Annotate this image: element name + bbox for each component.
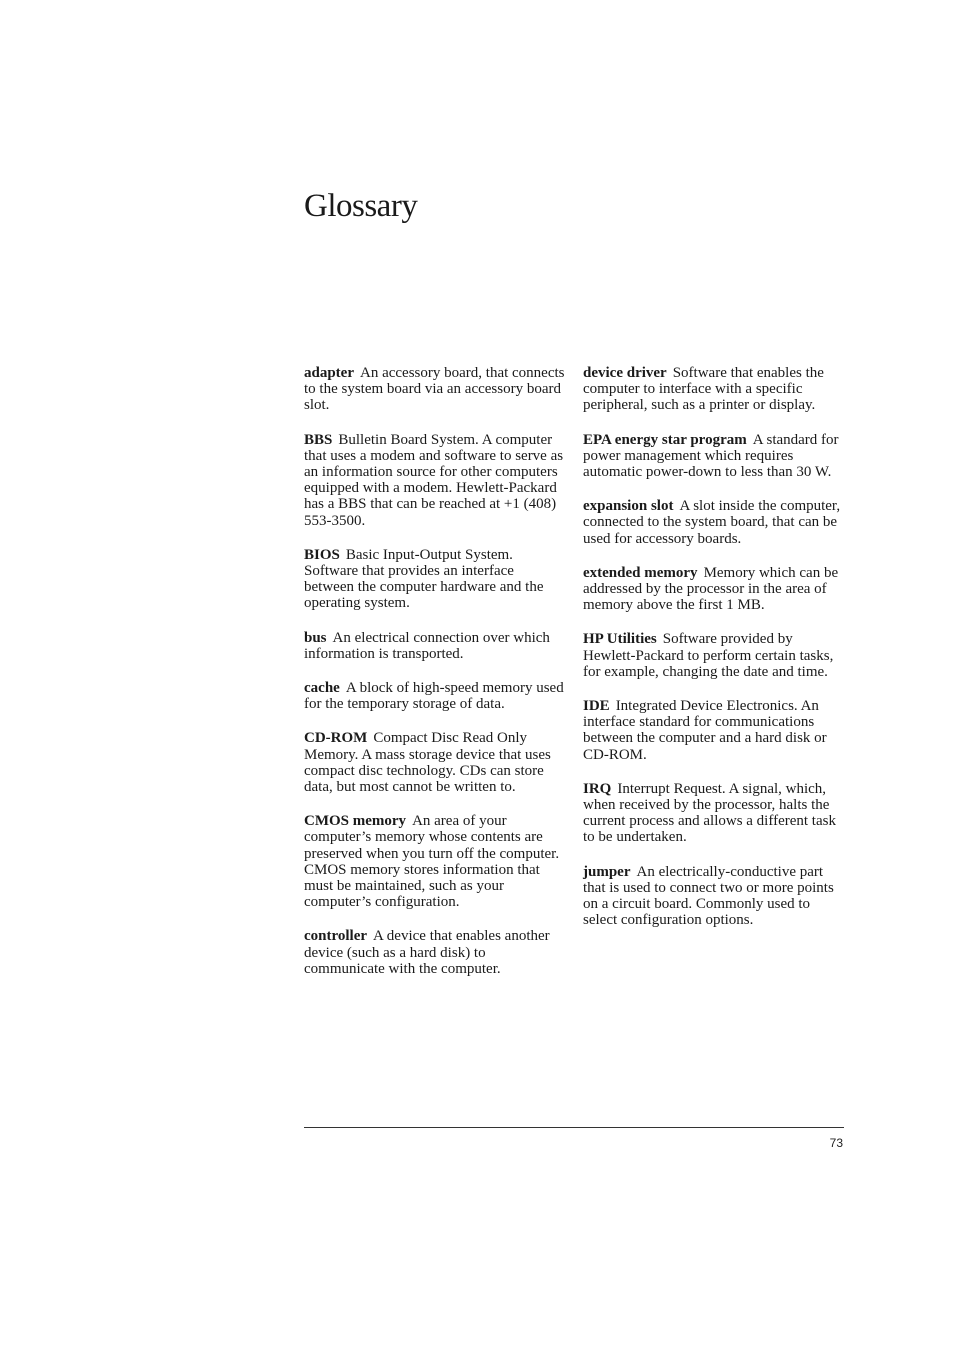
glossary-entry [304,680,566,712]
glossary-entry [583,432,845,481]
glossary-definition: Compact Disc Read Only Memory. A mass storage device that uses compact disc technology. CDs can store data, but most cannot be written to. [304,730,551,796]
glossary-entry [304,630,566,662]
glossary-definition: Software that enables the computer to interface with a specific peripheral, such as a printer or display. [583,365,824,414]
glossary-term: IRQ [583,780,612,797]
glossary-column-right [583,365,845,946]
glossary-entry [583,498,845,547]
glossary-term: extended memory [583,564,698,581]
glossary-definition: Bulletin Board System. A computer that uses a modem and software to serve as an information source for other computers equipped with a modem. Hewlett-Packard has a BBS that can be reached at +1 (408) 553-3500. [304,431,564,529]
glossary-term: jumper [583,863,631,880]
glossary-entry [583,631,845,680]
glossary-definition: Integrated Device Electronics. An interface standard for communications between the computer and a hard disk or CD-ROM. [583,698,827,763]
glossary-entry [304,730,566,795]
glossary-term: device driver [583,365,667,381]
glossary-definition: Memory which can be addressed by the processor in the area of memory above the first 1 MB. [583,564,839,614]
glossary-definition: Software provided by Hewlett-Packard to perform certain tasks, for example, changing the date and time. [583,631,834,680]
glossary-entry [583,781,845,846]
glossary-entry [304,365,566,414]
glossary-column-left [304,365,566,995]
glossary-term: CMOS memory [304,813,407,830]
glossary-term: HP Utilities [583,631,657,648]
glossary-entry [304,547,566,612]
glossary-definition: An electrical connection over which information is transported. [304,629,550,662]
glossary-term: EPA energy star program [583,431,747,448]
glossary-definition: A slot inside the computer, connected to the system board, that can be used for accessory boards. [583,498,841,547]
glossary-definition: A block of high-speed memory used for the temporary storage of data. [304,680,564,713]
glossary-entry [583,365,845,414]
glossary-term: BBS [304,431,333,448]
glossary-term: controller [304,928,368,945]
glossary-definition: A standard for power management which requires automatic power-down to less than 30 W. [583,431,839,481]
glossary-entry [304,813,566,910]
glossary-definition: Interrupt Request. A signal, which, when received by the processor, halts the current process and allows a different task to be undertaken. [583,780,836,846]
glossary-entry [304,928,566,977]
glossary-entry [304,432,566,529]
page-title: Glossary [304,188,418,224]
glossary-definition: Basic Input-Output System. Software that provides an interface between the computer hardware and the operating system. [304,546,544,612]
glossary-term: CD-ROM [304,730,368,747]
glossary-entry [583,565,845,614]
glossary-term: BIOS [304,546,340,563]
glossary-term: expansion slot [583,498,674,515]
footer-divider [304,1127,844,1128]
glossary-definition: An area of your computer’s memory whose contents are preserved when you turn off the computer. CMOS memory stores information that must be maintained, such as your computer’s configuration. [304,813,560,911]
glossary-definition: An electrically-conductive part that is used to connect two or more points on a circuit board. Commonly used to select configuration options. [583,863,834,929]
glossary-term: bus [304,629,327,646]
glossary-entry [583,864,845,929]
glossary-term: cache [304,680,340,697]
glossary-entry [583,698,845,763]
glossary-definition: A device that enables another device (such as a hard disk) to communicate with the computer. [304,928,550,977]
glossary-term: IDE [583,698,610,715]
glossary-definition: An accessory board, that connects to the system board via an accessory board slot. [304,365,565,414]
glossary-term: adapter [304,365,354,381]
page-number: 73 [829,1136,843,1150]
